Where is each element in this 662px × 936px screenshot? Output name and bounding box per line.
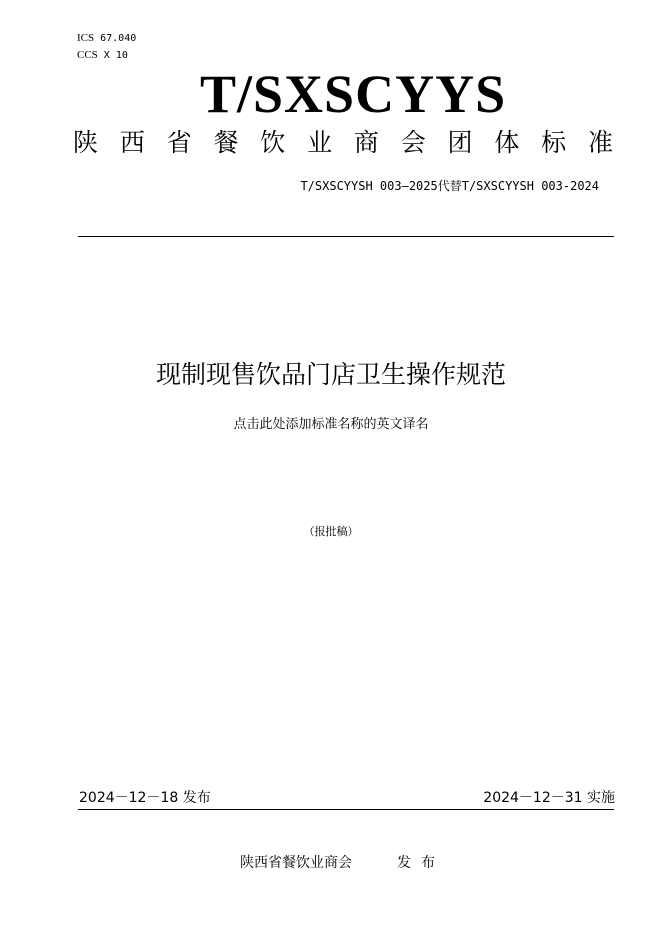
implement-date: 2024－12－31 实施 — [483, 790, 615, 806]
ccs-value: X 10 — [103, 50, 128, 61]
organization-standard-title: 陕西省餐饮业商会团体标准 — [73, 128, 613, 157]
draft-status: （报批稿） — [303, 525, 359, 538]
ics-label: ICS — [77, 32, 95, 44]
ccs-label: CCS — [77, 49, 98, 61]
ics-code — [77, 31, 136, 46]
footer-divider — [78, 809, 614, 810]
document-title: 现制现售饮品门店卫生操作规范 — [155, 360, 506, 389]
ics-value: 67.040 — [100, 33, 137, 44]
ccs-code — [77, 48, 128, 63]
english-title-placeholder[interactable]: 点击此处添加标准名称的英文译名 — [233, 417, 429, 432]
issue-label: 发布 — [397, 855, 445, 871]
header-divider — [78, 236, 614, 237]
issuer-name: 陕西省餐饮业商会 — [240, 855, 352, 871]
standard-logo-text: T/SXSCYYS — [200, 64, 507, 124]
standard-number: T/SXSCYYSH 003—2025代替T/SXSCYYSH 003-2024 — [300, 179, 599, 193]
publish-date: 2024－12－18 发布 — [79, 790, 211, 806]
